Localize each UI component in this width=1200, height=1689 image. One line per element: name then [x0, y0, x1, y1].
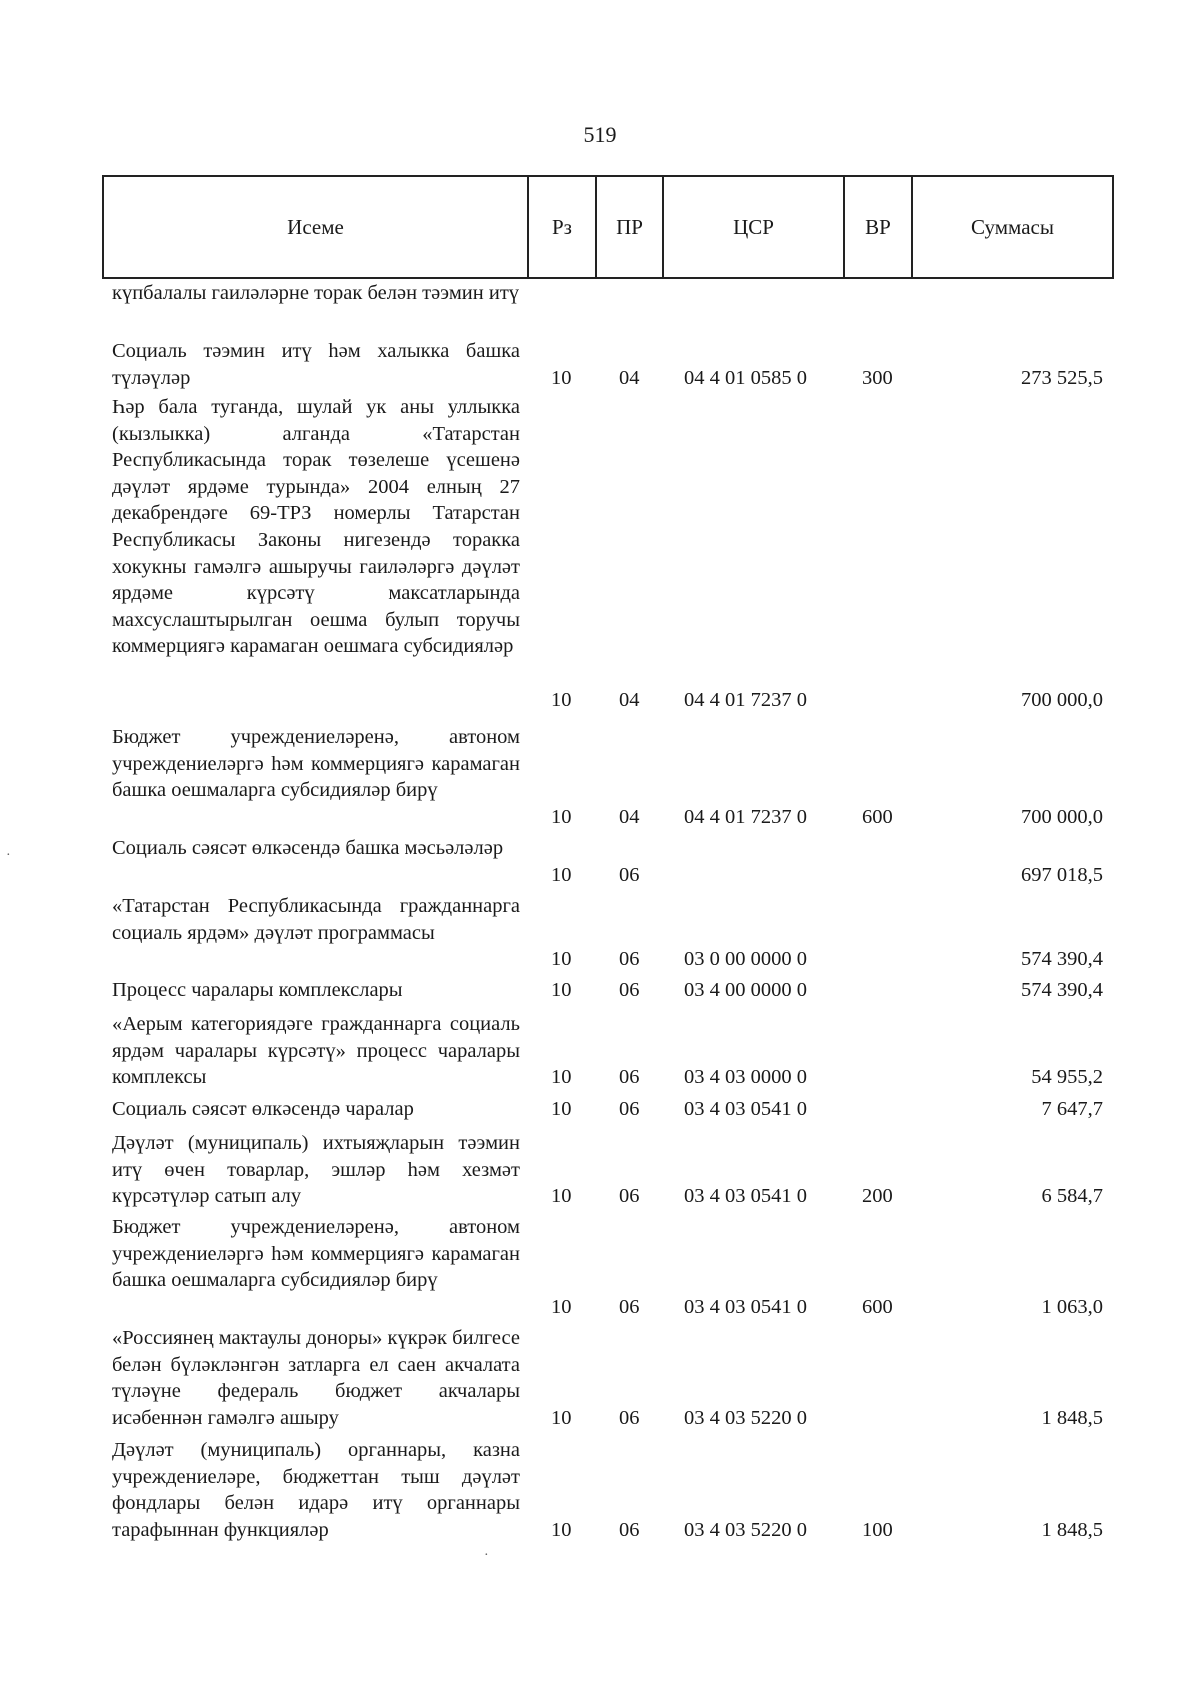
row-rz: 10: [551, 1406, 572, 1429]
row-vr: 200: [862, 1185, 893, 1208]
row-vr: 100: [862, 1518, 893, 1541]
table-header: [102, 175, 1114, 279]
row-rz: 10: [551, 979, 572, 1001]
row-sum: 697 018,5: [1021, 863, 1103, 886]
row-name: Социаль сәясәт өлкәсендә башка мәсьәләләр: [112, 837, 504, 859]
row-vr: 300: [862, 366, 893, 389]
page-number: 519: [583, 122, 617, 147]
row-csr: 03 4 03 0000 0: [684, 1066, 807, 1089]
row-csr: 03 0 00 0000 0: [684, 948, 807, 971]
scan-speck: ·: [484, 1548, 489, 1563]
row-name: Бюджет учреждениеләренә, автоном учреждениеләргә һәм коммерциягә карамаган башка оешмаларга субсидияләр бирү: [112, 1216, 520, 1292]
row-name: Процесс чаралары комплекслары: [112, 979, 403, 1001]
column-header-sum: Суммасы: [911, 177, 1112, 277]
row-sum: 54 955,2: [1031, 1066, 1103, 1089]
row-sum: 1 848,5: [1041, 1406, 1103, 1429]
row-csr: 04 4 01 0585 0: [684, 366, 807, 389]
row-sum: 700 000,0: [1021, 805, 1103, 828]
row-name: күпбалалы гаиләләрне торак белән тәэмин итү: [112, 282, 520, 304]
row-pr: 06: [619, 1098, 640, 1120]
row-vr: 600: [862, 1295, 893, 1318]
column-header-pr: ПР: [595, 177, 662, 277]
row-csr: 04 4 01 7237 0: [684, 688, 807, 711]
row-csr: 03 4 03 0541 0: [684, 1295, 807, 1318]
row-name: Һәр бала туганда, шулай ук аны уллыкка (кызлыкка) алганда «Татарстан Республикасында торак төзелеше үсешенә дәүләт ярдәме турында» 2004 елның 27 декабрендәге 69-ТРЗ номерлы Татарстан Республикасы Законы нигезендә торакка хокукны гамәлгә ашыручы гаиләләргә дәүләт ярдәме күрсәтү максатларында махсуслаштырылган оешма булып торучы коммерциягә карамаган оешмага субсидияләр: [112, 396, 520, 658]
row-csr: 03 4 03 0541 0: [684, 1185, 807, 1208]
column-header-csr: ЦСР: [662, 177, 843, 277]
row-pr: 06: [619, 1406, 640, 1429]
row-pr: 06: [619, 979, 640, 1001]
row-pr: 06: [619, 948, 640, 971]
row-name: Дәүләт (муниципаль) органнары, казна учреждениеләре, бюджеттан тыш дәүләт фондлары белән идарә итү органнары тарафыннан функцияләр: [112, 1439, 520, 1541]
row-rz: 10: [551, 863, 572, 886]
column-header-vr: ВР: [843, 177, 911, 277]
row-pr: 04: [619, 805, 640, 828]
row-name: Социаль сәясәт өлкәсендә чаралар: [112, 1098, 414, 1120]
row-sum: 700 000,0: [1021, 688, 1103, 711]
row-sum: 1 063,0: [1041, 1295, 1103, 1318]
row-rz: 10: [551, 805, 572, 828]
row-rz: 10: [551, 1185, 572, 1208]
row-name: «Аерым категориядәге гражданнарга социаль ярдәм чаралары күрсәтү» процесс чаралары комплексы: [112, 1013, 520, 1089]
row-rz: 10: [551, 688, 572, 711]
row-sum: 574 390,4: [1021, 948, 1103, 971]
column-header-name: Исеме: [287, 214, 344, 239]
row-rz: 10: [551, 366, 572, 389]
row-sum: 7 647,7: [1041, 1098, 1103, 1120]
row-csr: 03 4 03 5220 0: [684, 1518, 807, 1541]
row-name: «Татарстан Республикасында гражданнарга социаль ярдәм» дәүләт программасы: [112, 895, 520, 944]
row-pr: 04: [619, 688, 640, 711]
row-name: Дәүләт (муниципаль) ихтыяҗларын тәэмин итү өчен товарлар, эшләр һәм хезмәт күрсәтүләр сатып алу: [112, 1132, 520, 1208]
row-csr: 03 4 03 0541 0: [684, 1098, 807, 1120]
row-pr: 06: [619, 1066, 640, 1089]
row-csr: 03 4 00 0000 0: [684, 979, 807, 1001]
row-name: Бюджет учреждениеләренә, автоном учреждениеләргә һәм коммерциягә карамаган башка оешмаларга субсидияләр бирү: [112, 726, 520, 802]
row-rz: 10: [551, 1098, 572, 1120]
row-csr: 04 4 01 7237 0: [684, 805, 807, 828]
column-header-rz: Рз: [527, 177, 595, 277]
row-vr: 600: [862, 805, 893, 828]
row-pr: 04: [619, 366, 640, 389]
row-csr: 03 4 03 5220 0: [684, 1406, 807, 1429]
row-name: «Россиянең мактаулы доноры» күкрәк билгесе белән бүләкләнгән затларга ел саен акчалата түләүне федераль бюджет акчалары исәбеннән гамәлгә ашыру: [112, 1327, 520, 1429]
row-sum: 574 390,4: [1021, 979, 1103, 1001]
row-sum: 1 848,5: [1041, 1518, 1103, 1541]
scan-speck: ·: [6, 848, 11, 863]
row-sum: 273 525,5: [1021, 366, 1103, 389]
row-rz: 10: [551, 1518, 572, 1541]
row-pr: 06: [619, 863, 640, 886]
row-pr: 06: [619, 1295, 640, 1318]
row-rz: 10: [551, 948, 572, 971]
row-sum: 6 584,7: [1041, 1185, 1103, 1208]
row-pr: 06: [619, 1185, 640, 1208]
row-pr: 06: [619, 1518, 640, 1541]
row-name: Социаль тәэмин итү һәм халыкка башка түләүләр: [112, 340, 520, 389]
row-rz: 10: [551, 1066, 572, 1089]
row-rz: 10: [551, 1295, 572, 1318]
